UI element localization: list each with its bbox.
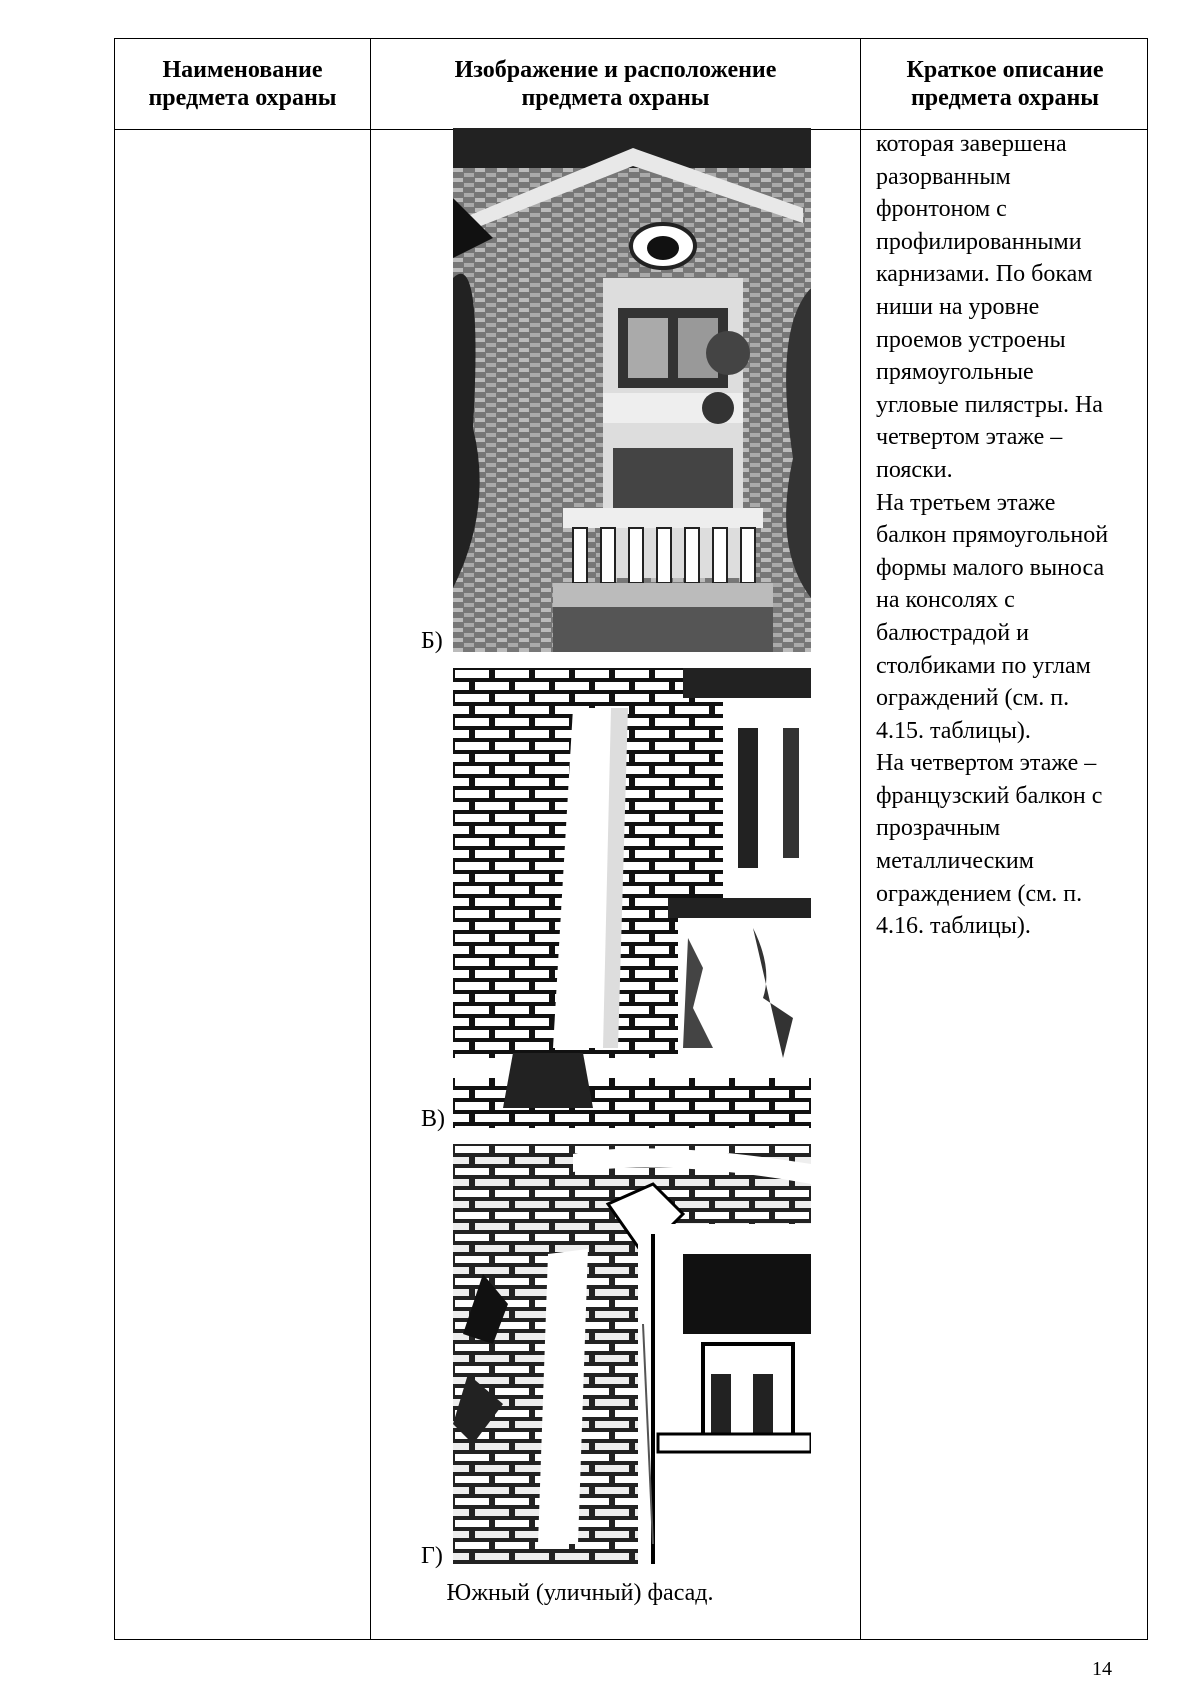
photo-g-label: Г) xyxy=(421,1543,443,1569)
page-number: 14 xyxy=(1092,1658,1112,1680)
photo-caption: Южный (уличный) фасад. xyxy=(446,1580,714,1606)
photo-v-label: В) xyxy=(421,1106,445,1132)
column-divider-1 xyxy=(370,39,371,1639)
photo-g-balcony-detail xyxy=(453,1144,811,1564)
description-paragraph-3: На четвертом этаже – французский балкон с прозрачным металлическим ограждением (см. п. 4.16. таблицы). xyxy=(876,750,1103,940)
description-paragraph-1: которая завершена разорванным фронтоном с профилированными карнизами. По бокам ниши на уровне проемов устроены прямоугольные угловые пилястры. На четвертом этаже – пояски. xyxy=(876,131,1103,483)
header-name: Наименование предмета охраны xyxy=(148,57,337,111)
column-divider-2 xyxy=(860,39,861,1639)
photo-v-pilaster-detail xyxy=(453,668,811,1128)
description-text xyxy=(876,128,1148,943)
description-paragraph-2: На третьем этаже балкон прямоугольной формы малого выноса на консолях с балюстрадой и столбиками по углам ограждений (см. п. 4.15. таблицы). xyxy=(876,489,1109,744)
header-description: Краткое описание предмета охраны xyxy=(906,57,1104,111)
photo-b-facade-niche xyxy=(453,128,811,652)
photo-b-label: Б) xyxy=(421,628,443,654)
header-image: Изображение и расположение предмета охраны xyxy=(454,57,777,111)
